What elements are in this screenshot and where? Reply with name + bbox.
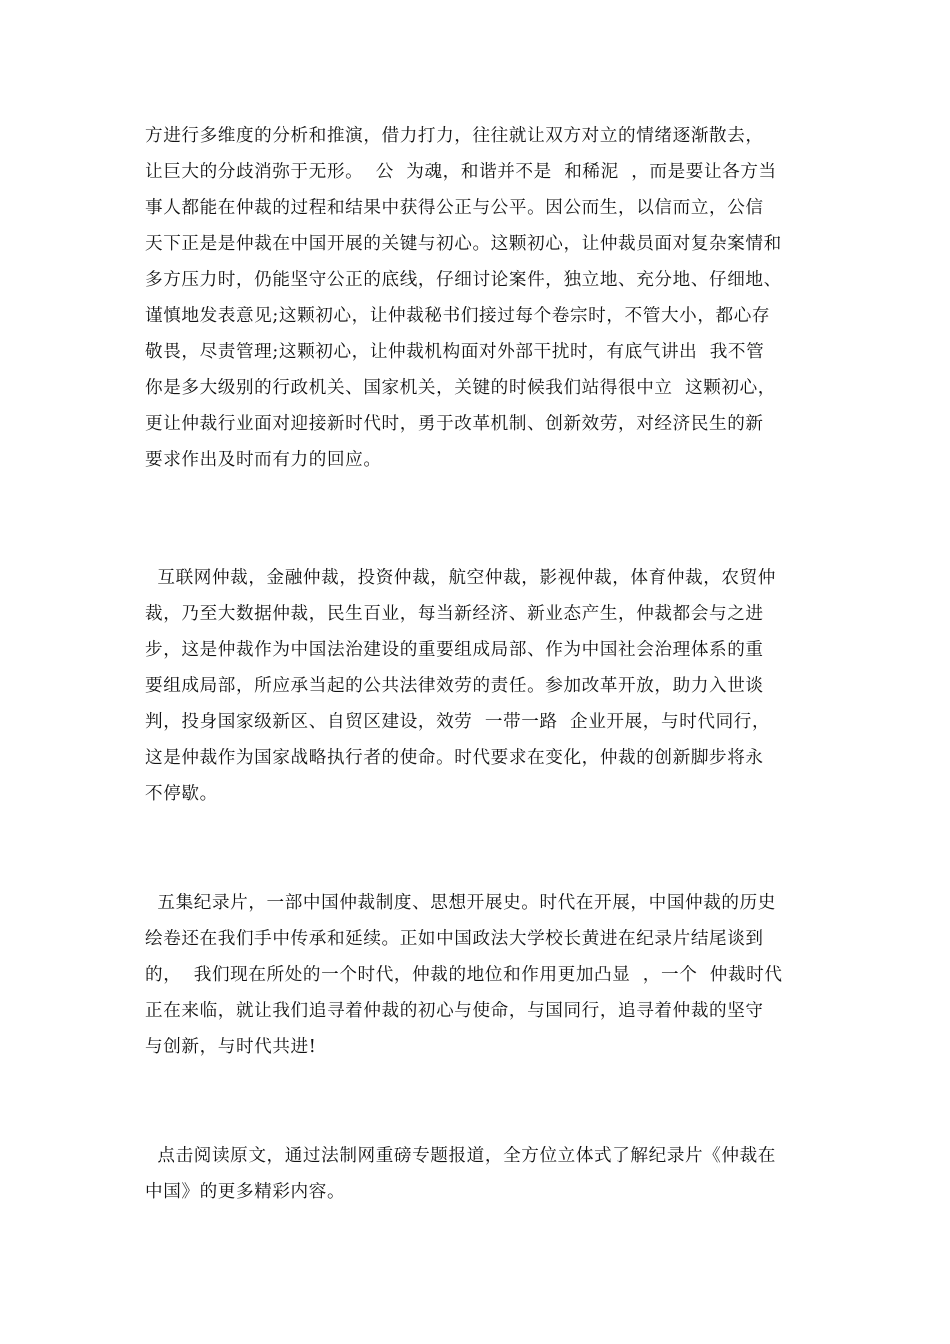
text-line: 更让仲裁行业面对迎接新时代时，勇于改革机制、创新效劳，对经济民生的新 [145,414,764,434]
text-line: 谨慎地发表意见;这颗初心，让仲裁秘书们接过每个卷宗时，不管大小，都心存 [145,306,771,326]
text-line: 步，这是仲裁作为中国法治建设的重要组成局部、作为中国社会治理体系的重 [145,640,764,660]
paragraph-arbitration-justice [145,118,810,478]
text-line: 点击阅读原文，通过法制网重磅专题报道，全方位立体式了解纪录片《仲裁在 [145,1146,776,1166]
paragraph-documentary [145,885,810,1065]
text-line: 要求作出及时而有力的回应。 [145,450,382,470]
text-line: 五集纪录片，一部中国仲裁制度、思想开展史。时代在开展，中国仲裁的历史 [145,893,776,913]
text-line: 不停歇。 [145,784,218,804]
text-line: 这是仲裁作为国家战略执行者的使命。时代要求在变化，仲裁的创新脚步将永 [145,748,764,768]
text-line: 多方压力时，仍能坚守公正的底线，仔细讨论案件，独立地、充分地、仔细地、 [145,270,782,290]
text-line: 方进行多维度的分析和推演，借力打力，往往就让双方对立的情绪逐渐散去， [145,126,764,146]
text-line: 天下正是是仲裁在中国开展的关键与初心。这颗初心，让仲裁员面对复杂案情和 [145,234,782,254]
text-line: 正在来临，就让我们追寻着仲裁的初心与使命，与国同行，追寻着仲裁的坚守 [145,1001,764,1021]
text-line: 绘卷还在我们手中传承和延续。正如中国政法大学校长黄进在纪录片结尾谈到 [145,929,764,949]
paragraph-read-original [145,1138,810,1210]
text-line: 中国》的更多精彩内容。 [145,1182,346,1202]
text-line: 敬畏，尽责管理;这颗初心，让仲裁机构面对外部干扰时，有底气讲出 我不管 [145,342,765,362]
text-line: 要组成局部，所应承当起的公共法律效劳的责任。参加改革开放，助力入世谈 [145,676,764,696]
text-line: 让巨大的分歧消弥于无形。 公 为魂，和谐并不是 和稀泥 ，而是要让各方当 [145,162,777,182]
text-line: 与创新，与时代共进! [145,1037,317,1057]
text-line: 裁，乃至大数据仲裁，民生百业，每当新经济、新业态产生，仲裁都会与之进 [145,604,764,624]
text-line: 判，投身国家级新区、自贸区建设，效劳 一带一路 企业开展，与时代同行， [145,712,771,732]
text-line: 你是多大级别的行政机关、国家机关，关键的时候我们站得很中立 这颗初心， [145,378,776,398]
text-line: 事人都能在仲裁的过程和结果中获得公正与公平。因公而生，以信而立，公信 [145,198,764,218]
text-line: 互联网仲裁，金融仲裁，投资仲裁，航空仲裁，影视仲裁，体育仲裁，农贸仲 [145,568,776,588]
text-line: 的， 我们现在所处的一个时代，仲裁的地位和作用更加凸显 ，一个 仲裁时代 [145,965,783,985]
paragraph-arbitration-fields [145,560,810,812]
